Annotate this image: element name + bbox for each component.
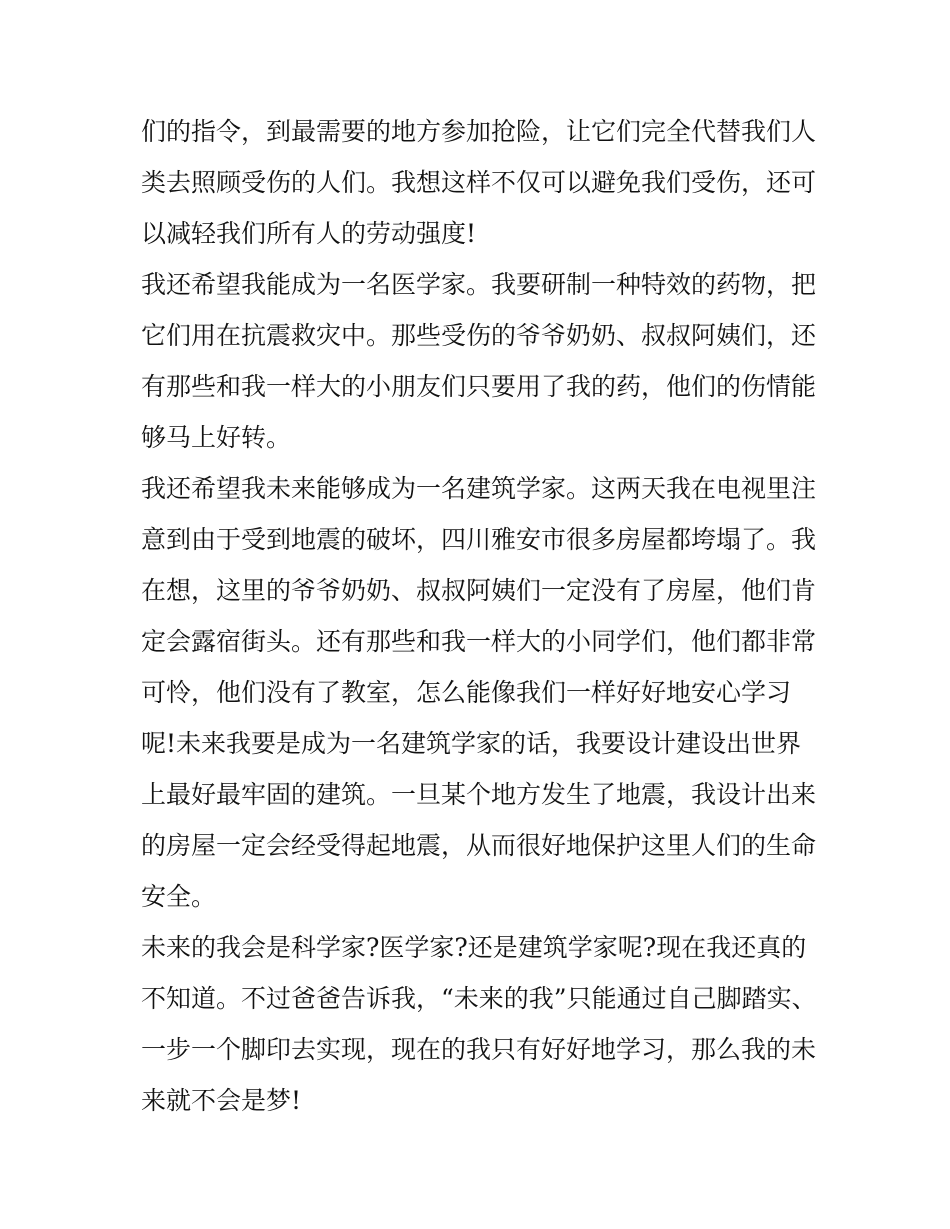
text-line: 意到由于受到地震的破坏，四川雅安市很多房屋都垮塌了。我 [141, 525, 817, 554]
text-line: 不知道。不过爸爸告诉我，“未来的我”只能通过自己脚踏实、 [141, 984, 817, 1013]
text-line: 的房屋一定会经受得起地震，从而很好地保护这里人们的生命 [141, 831, 817, 860]
text-line: 类去照顾受伤的人们。我想这样不仅可以避免我们受伤，还可 [141, 168, 817, 197]
text-line: 未来的我会是科学家?医学家?还是建筑学家呢?现在我还真的 [141, 933, 807, 962]
text-line: 在想，这里的爷爷奶奶、叔叔阿姨们一定没有了房屋，他们肯 [141, 576, 817, 605]
text-line: 可怜，他们没有了教室，怎么能像我们一样好好地安心学习 [141, 678, 792, 707]
text-line: 呢!未来我要是成为一名建筑学家的话，我要设计建设出世界 [141, 729, 802, 758]
text-line: 以减轻我们所有人的劳动强度! [141, 219, 477, 248]
text-line: 它们用在抗震救灾中。那些受伤的爷爷奶奶、叔叔阿姨们，还 [141, 321, 817, 350]
text-line: 来就不会是梦! [141, 1086, 302, 1115]
text-line: 安全。 [141, 882, 217, 911]
text-line: 定会露宿街头。还有那些和我一样大的小同学们，他们都非常 [141, 627, 817, 656]
text-line: 够马上好转。 [141, 423, 292, 452]
text-line: 我还希望我能成为一名医学家。我要研制一种特效的药物，把 [141, 270, 817, 299]
text-line: 我还希望我未来能够成为一名建筑学家。这两天我在电视里注 [141, 474, 817, 503]
text-line: 有那些和我一样大的小朋友们只要用了我的药，他们的伤情能 [141, 372, 817, 401]
text-line: 上最好最牢固的建筑。一旦某个地方发生了地震，我设计出来 [141, 780, 817, 809]
text-line: 一步一个脚印去实现，现在的我只有好好地学习，那么我的未 [141, 1035, 817, 1064]
essay-text [141, 106, 821, 1126]
text-line: 们的指令，到最需要的地方参加抢险，让它们完全代替我们人 [141, 117, 817, 146]
